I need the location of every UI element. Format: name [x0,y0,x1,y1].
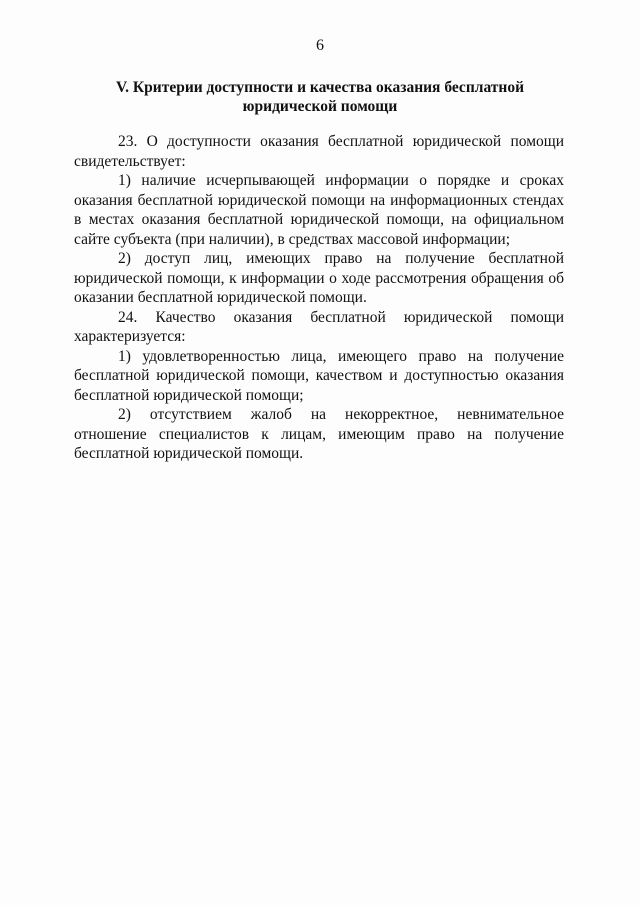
paragraph-24-intro: 24. Качество оказания бесплатной юридической помощи характеризуется: [74,308,564,345]
section-title-line-2: юридической помощи [242,98,398,115]
section-title [100,78,540,116]
page-number: 6 [316,37,324,54]
paragraph-24-item-2: 2) отсутствием жалоб на некорректное, невнимательное отношение специалистов к лицам, имеющим право на получение бесплатной юридической помощи. [74,406,564,462]
paragraph-23-intro: 23. О доступности оказания бесплатной юридической помощи свидетельствует: [74,133,564,170]
paragraph-24-item-1: 1) удовлетворенностью лица, имеющего право на получение бесплатной юридической помощи, качеством и доступностью оказания бесплатной юридической помощи; [74,347,564,404]
paragraph-23-item-2: 2) доступ лиц, имеющих право на получение бесплатной юридической помощи, к информации о ходе рассмотрения обращения об оказании бесплатной юридической помощи. [74,250,564,306]
document-body [74,132,564,464]
section-title-line-1: V. Критерии доступности и качества оказания бесплатной [115,79,525,96]
paragraph-23-item-1: 1) наличие исчерпывающей информации о порядке и сроках оказания бесплатной юридической помощи на информационных стендах в местах оказания бесплатной юридической помощи, на официальном сайте субъекта (при наличии), в средствах массовой информации; [74,172,564,248]
